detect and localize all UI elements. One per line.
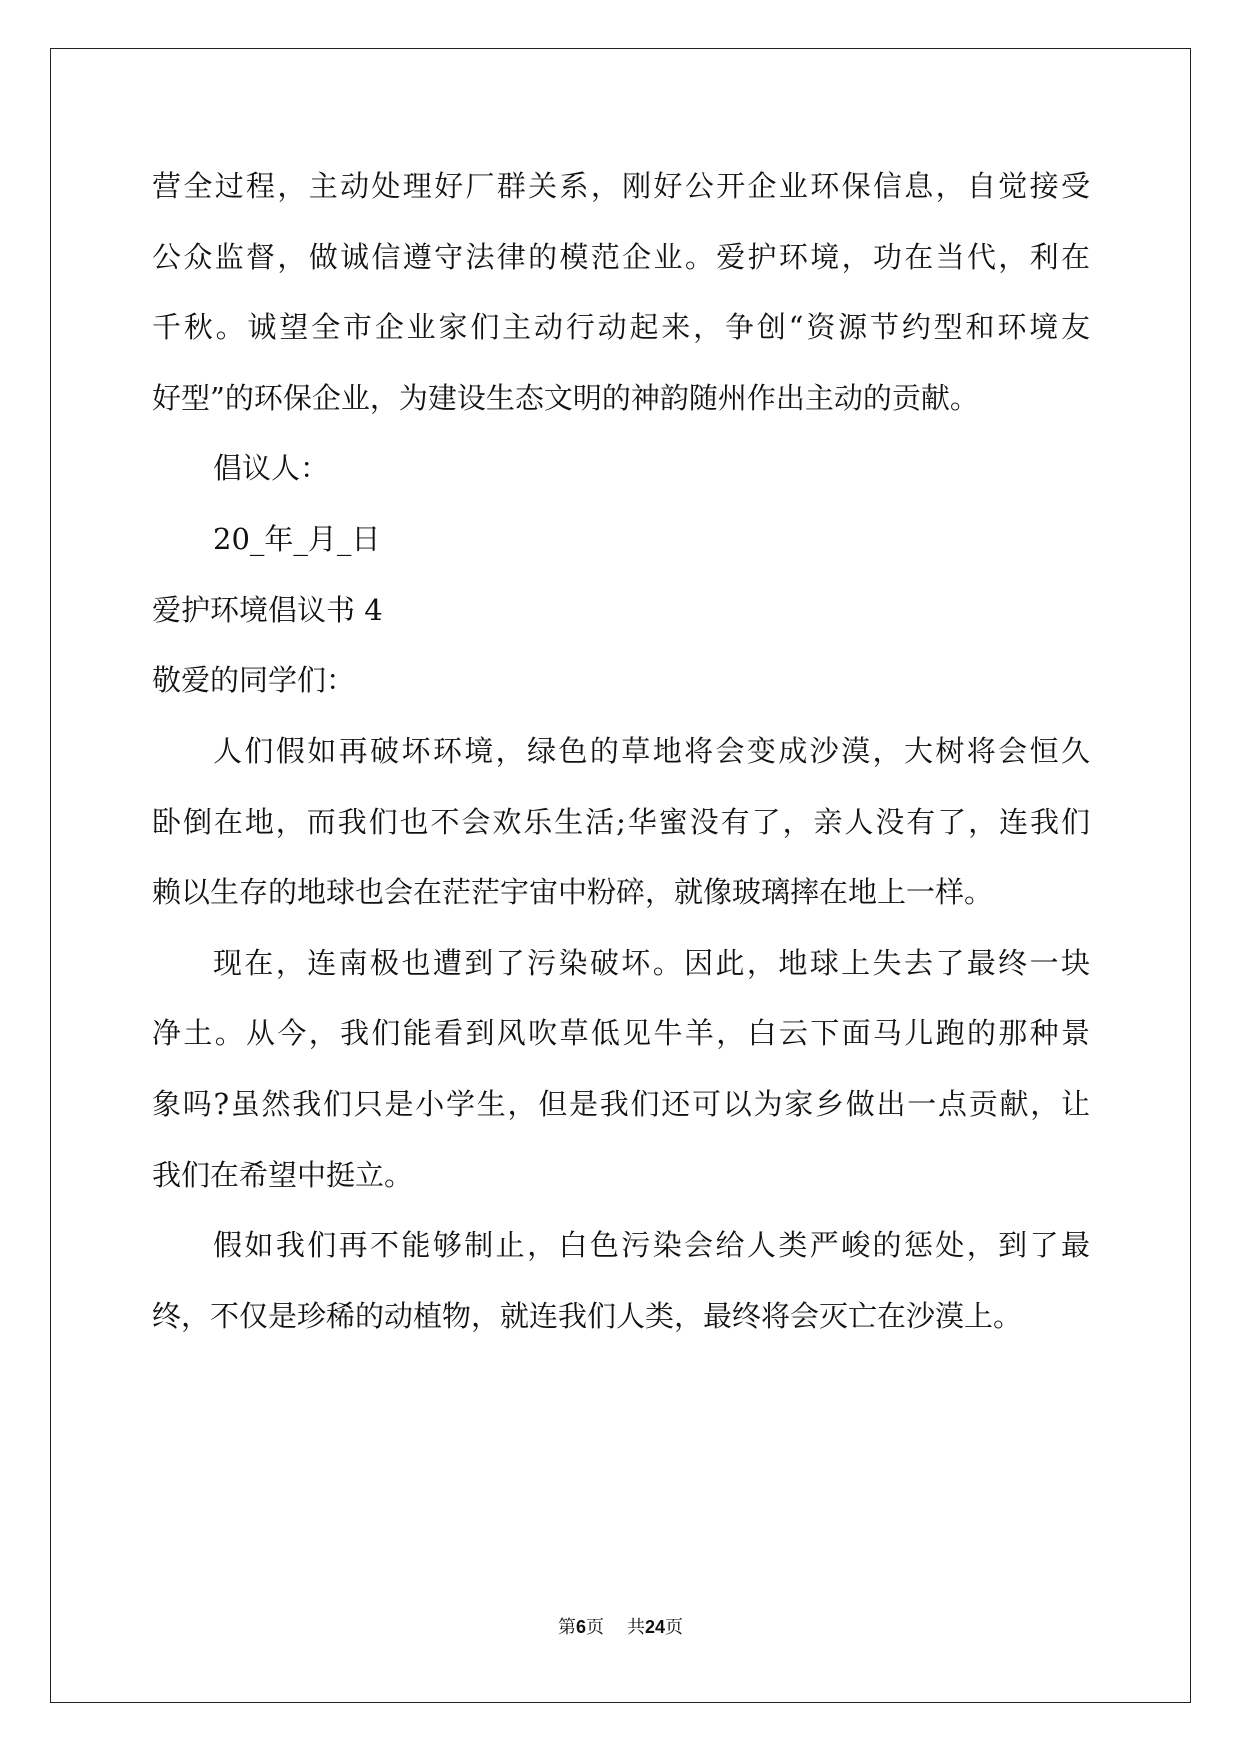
body-line: 营全过程，主动处理好厂群关系，刚好公开企业环保信息，自觉接受 [152, 169, 1090, 203]
footer-total-suffix: 页 [664, 1617, 683, 1638]
body-line: 终，不仅是珍稀的动植物，就连我们人类，最终将会灭亡在沙漠上。 [152, 1299, 1023, 1333]
body-line: 好型”的环保企业，为建设生态文明的神韵随州作出主动的贡献。 [152, 381, 979, 415]
body-line: 我们在希望中挺立。 [152, 1158, 414, 1192]
body-line: 现在，连南极也遭到了污染破坏。因此，地球上失去了最终一块 [213, 946, 1090, 980]
body-line: 假如我们再不能够制止，白色污染会给人类严峻的惩处，到了最 [213, 1228, 1090, 1262]
footer-prefix: 第 [558, 1617, 577, 1638]
footer-page-suffix: 页 [586, 1617, 605, 1638]
salutation: 敬爱的同学们： [152, 663, 356, 697]
body-line: 公众监督，做诚信遵守法律的模范企业。爱护环境，功在当代，利在 [152, 240, 1090, 274]
footer-total-prefix: 共 [626, 1617, 645, 1638]
body-line: 赖以生存的地球也会在茫茫宇宙中粉碎，就像玻璃摔在地上一样。 [152, 875, 994, 909]
body-line: 人们假如再破坏环境，绿色的草地将会变成沙漠，大树将会恒久 [213, 734, 1090, 768]
section-title: 爱护环境倡议书 4 [152, 593, 383, 627]
date-line: 20_年_月_日 [213, 522, 381, 556]
total-pages: 24 [644, 1617, 665, 1637]
signature-label: 倡议人： [213, 451, 330, 485]
body-line: 卧倒在地，而我们也不会欢乐生活;华蜜没有了，亲人没有了，连我们 [152, 805, 1090, 839]
body-line: 净土。从今，我们能看到风吹草低见牛羊，白云下面马儿跑的那种景 [152, 1016, 1090, 1050]
page-footer [0, 1613, 1241, 1639]
body-line: 象吗?虽然我们只是小学生，但是我们还可以为家乡做出一点贡献，让 [152, 1087, 1090, 1121]
page-number: 6 [576, 1617, 587, 1637]
body-line: 千秋。诚望全市企业家们主动行动起来，争创“资源节约型和环境友 [152, 310, 1090, 344]
